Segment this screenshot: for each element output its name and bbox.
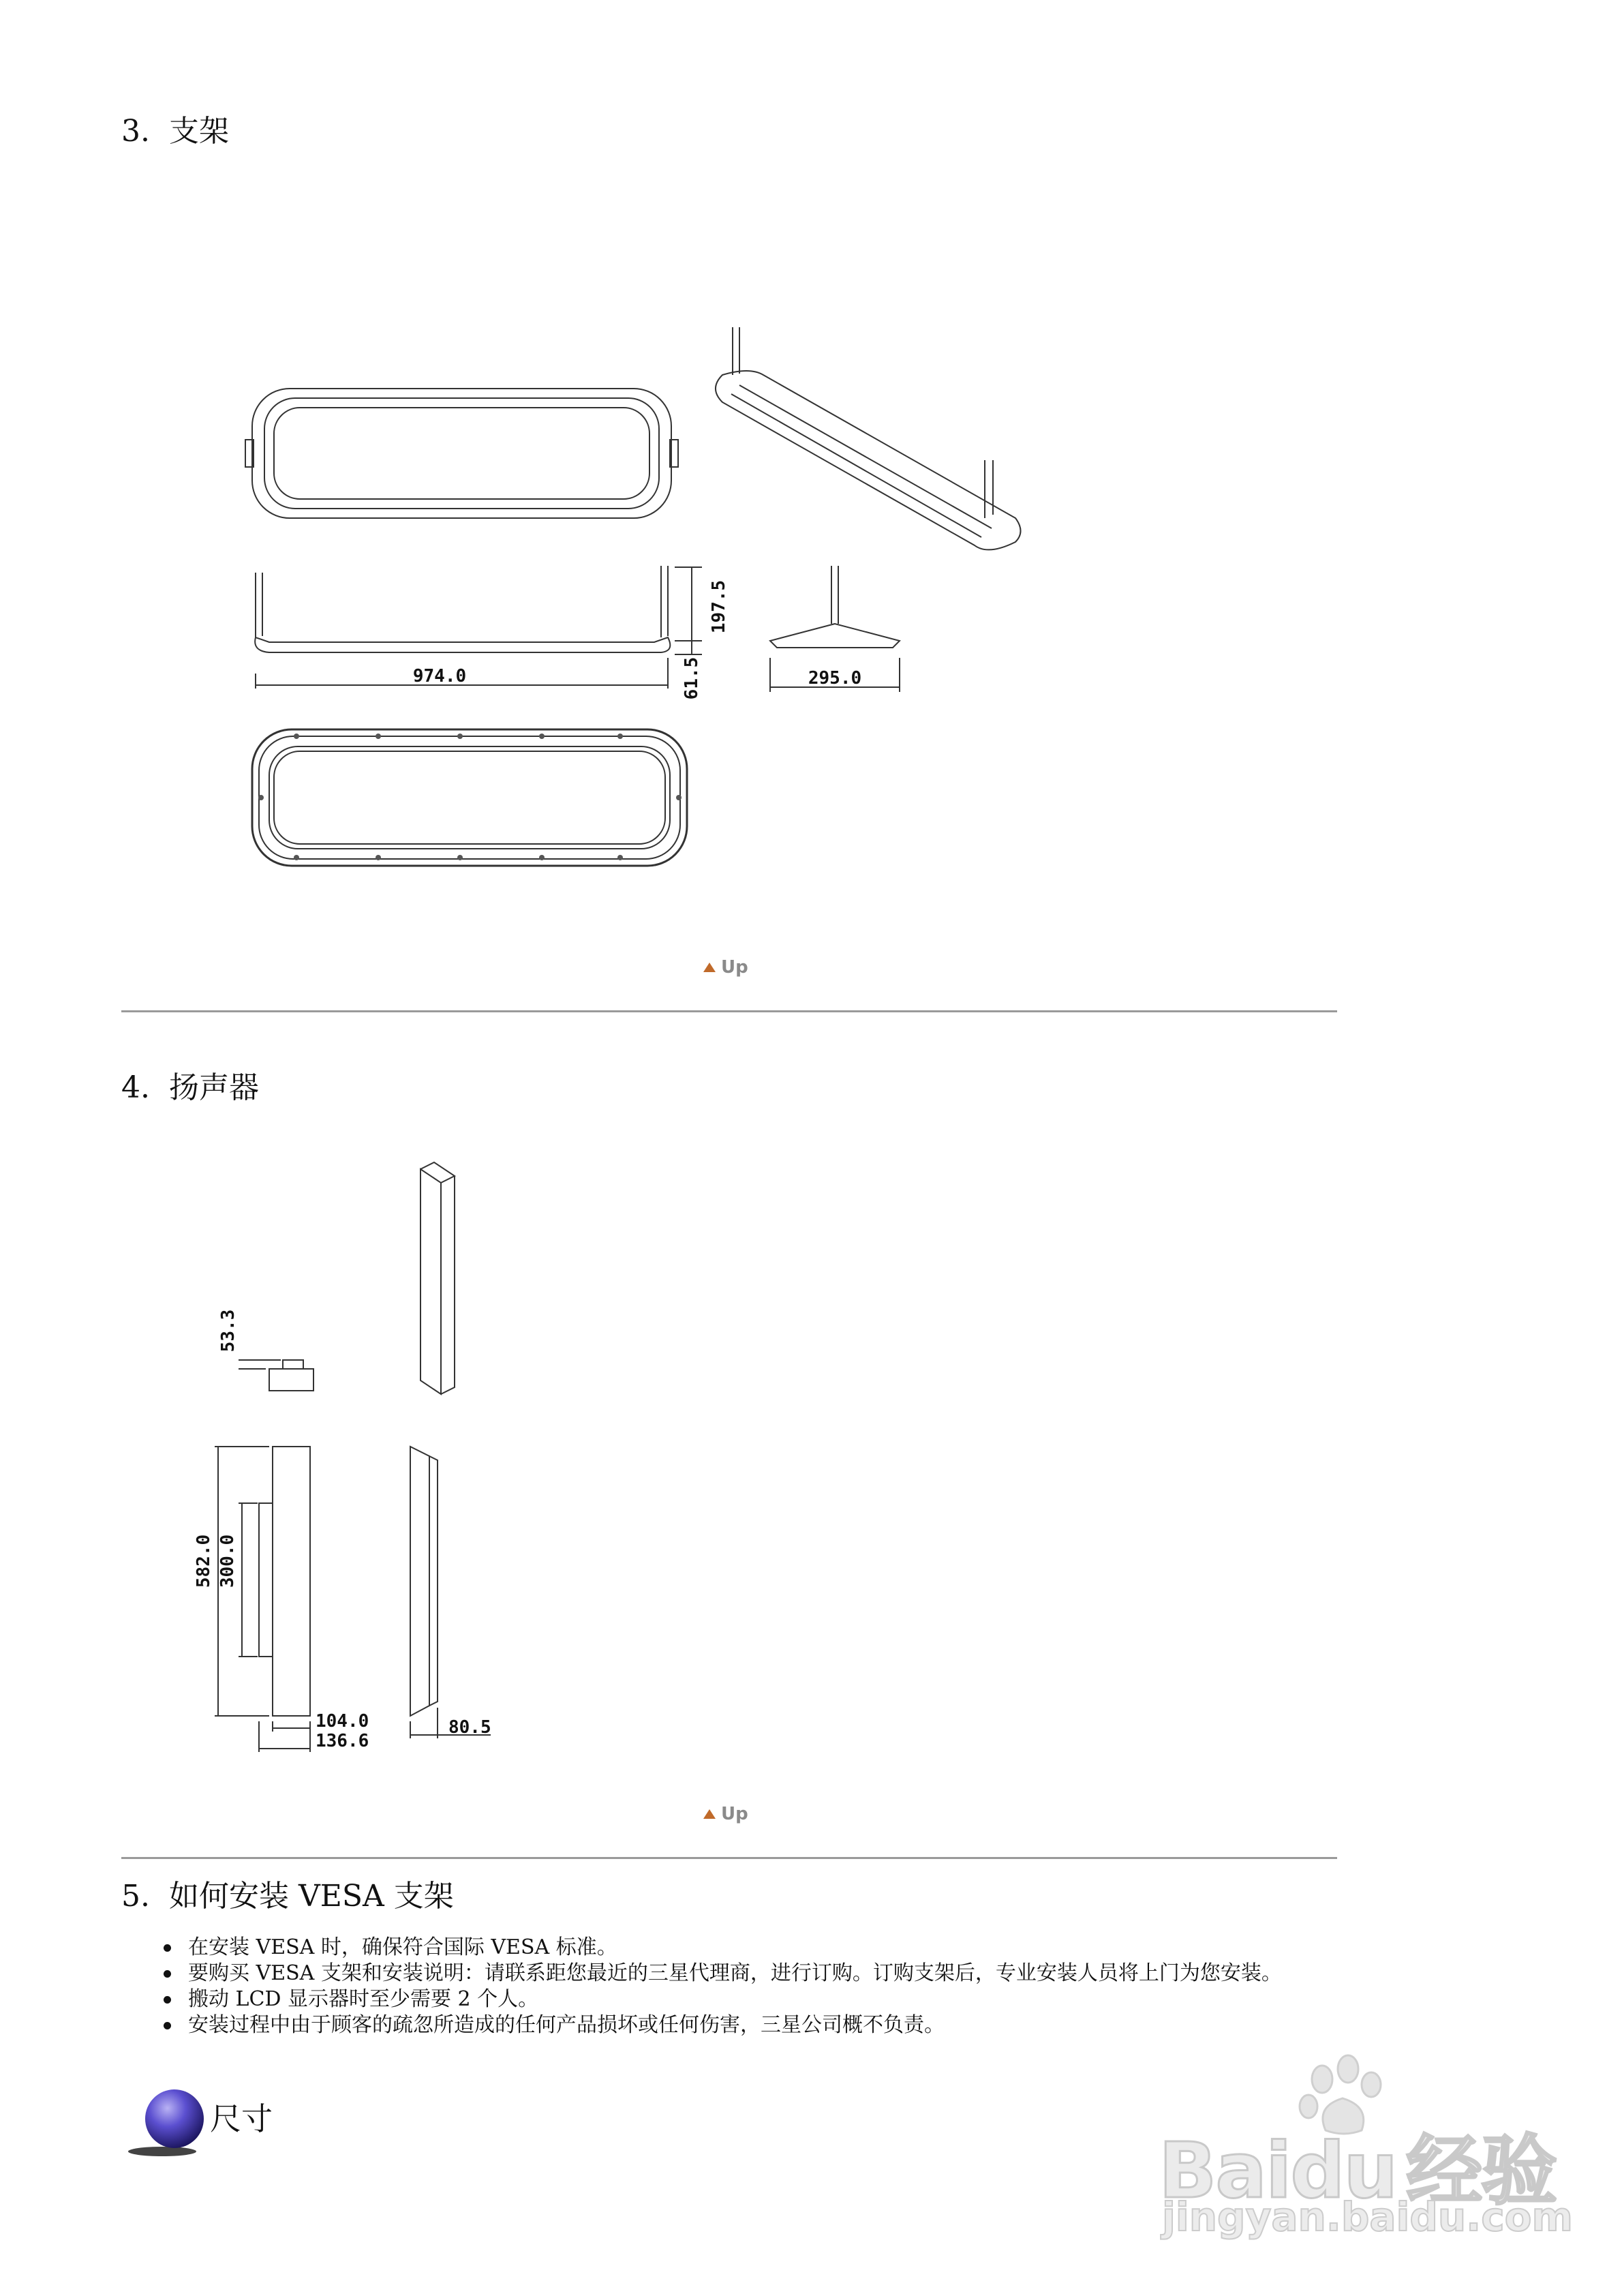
sphere-icon xyxy=(121,2086,210,2161)
vesa-notes-list xyxy=(157,1935,1329,2038)
stand-drawing xyxy=(232,286,1118,886)
speaker-total-height-label: 582.0 xyxy=(194,1534,214,1588)
stand-front-view xyxy=(255,566,702,689)
speaker-top-view xyxy=(239,1360,313,1391)
speaker-total-width-label: 136.6 xyxy=(316,1731,369,1751)
stand-depth-label: 295.0 xyxy=(808,668,862,689)
section-divider xyxy=(121,1857,1337,1859)
section-5-heading xyxy=(121,1877,454,1916)
back-to-top-link[interactable] xyxy=(703,957,748,978)
section-5-number: 5. xyxy=(121,1879,150,1914)
stand-top-view xyxy=(245,389,678,518)
speaker-drawing xyxy=(191,1152,545,1766)
up-link-label: Up xyxy=(721,957,748,978)
section-5-title: 如何安装 VESA 支架 xyxy=(168,1879,454,1914)
up-arrow-icon xyxy=(703,1809,716,1819)
stand-bottom-view xyxy=(252,729,687,866)
watermark-brand-text: Baidu xyxy=(1159,2127,1397,2216)
speaker-front-view xyxy=(215,1447,310,1752)
section-divider xyxy=(121,1010,1337,1012)
section-3-title: 支架 xyxy=(168,114,229,149)
up-arrow-icon xyxy=(703,963,716,972)
list-item: 安装过程中由于顾客的疏忽所造成的任何产品损坏或任何伤害，三星公司概不负责。 xyxy=(157,2012,1329,2038)
speaker-depth-label: 80.5 xyxy=(448,1717,491,1738)
speaker-side-height-label: 53.3 xyxy=(218,1309,239,1353)
speaker-perspective-view xyxy=(420,1162,455,1394)
speaker-inner-height-label: 300.0 xyxy=(217,1534,238,1588)
stand-width-label: 974.0 xyxy=(412,666,467,686)
section-3-number: 3. xyxy=(121,114,150,149)
up-link-label: Up xyxy=(721,1804,748,1824)
stand-perspective-view xyxy=(716,327,1021,549)
stand-height-label: 197.5 xyxy=(709,579,729,634)
section-4-title: 扬声器 xyxy=(168,1070,259,1105)
stand-base-height-label: 61.5 xyxy=(682,656,702,700)
speaker-width-label: 104.0 xyxy=(316,1711,369,1732)
section-4-heading xyxy=(121,1069,259,1107)
section-3-heading xyxy=(121,112,229,151)
section-4-number: 4. xyxy=(121,1070,150,1105)
list-item: 在安装 VESA 时，确保符合国际 VESA 标准。 xyxy=(157,1935,1329,1961)
watermark-url: jingyan.baidu.com xyxy=(1162,2194,1573,2240)
list-item: 要购买 VESA 支架和安装说明：请联系距您最近的三星代理商，进行订购。订购支架后，专业安装人员将上门为您安装。 xyxy=(157,1961,1329,1987)
speaker-side-view xyxy=(410,1447,491,1738)
footer-title: 尺寸 xyxy=(210,2100,273,2137)
list-item: 搬动 LCD 显示器时至少需要 2 个人。 xyxy=(157,1987,1329,2012)
back-to-top-link[interactable] xyxy=(703,1804,748,1824)
watermark-product-text: 经验 xyxy=(1406,2127,1557,2216)
